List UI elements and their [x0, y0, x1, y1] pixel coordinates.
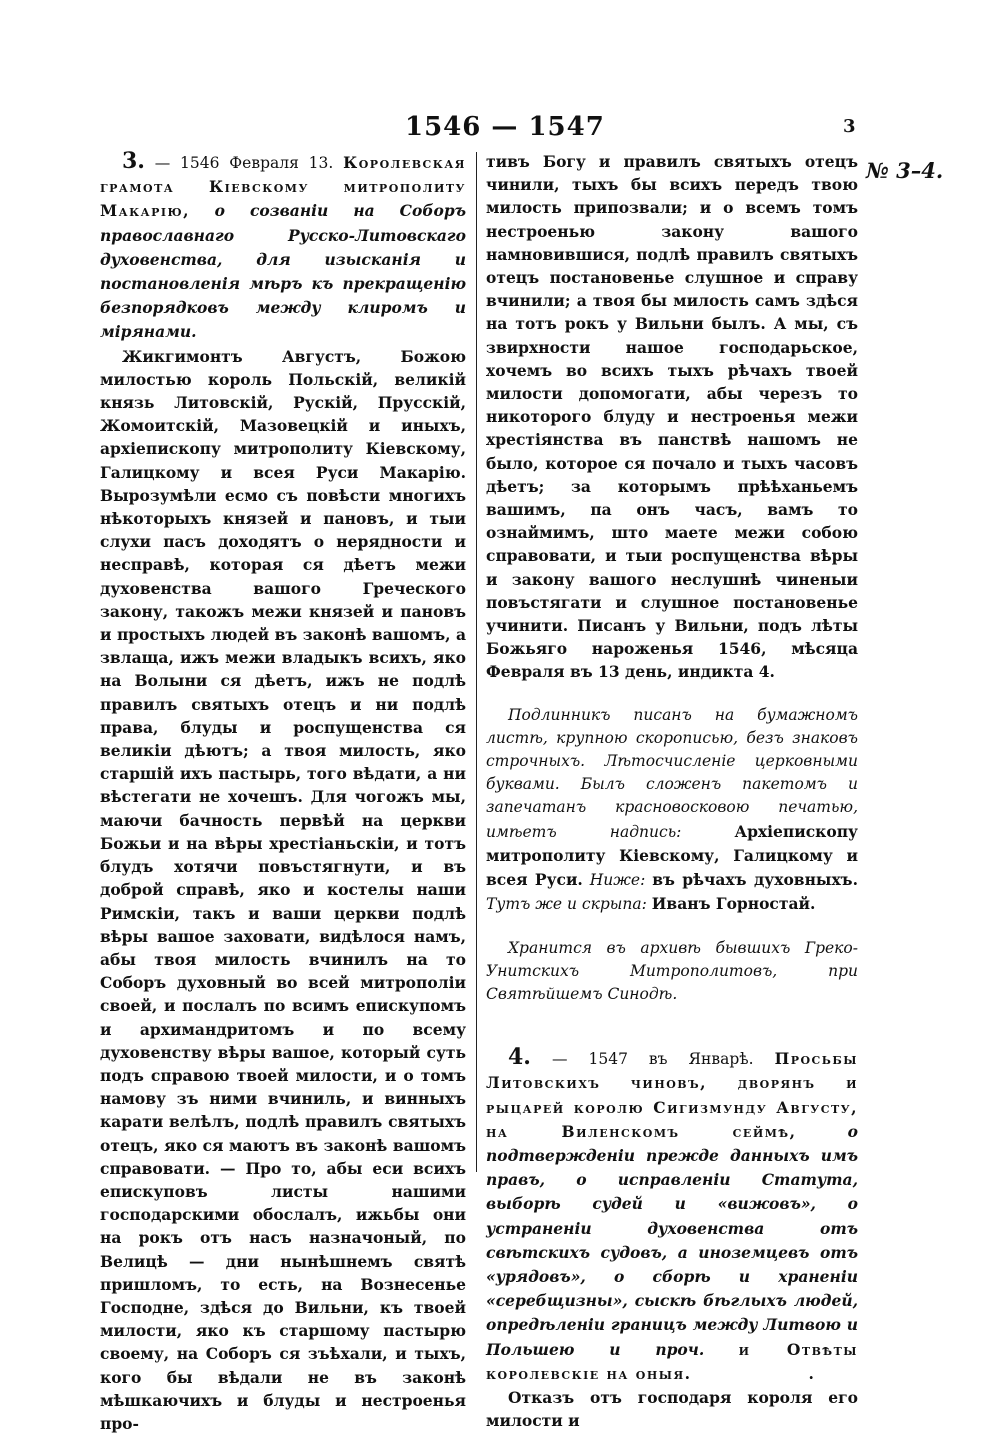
- note-description: Подлинникъ писанъ на бумажномъ листѣ, крупною скорописью, безъ знаковъ строчныхъ. Лѣтосчисленіе церковными буквами. Былъ сложенъ пакетомъ и запечатанъ красновосковою печатью, имѣетъ надпись:: [486, 705, 858, 841]
- doc4-summary: о подтвержденіи прежде данныхъ имъ правъ, о исправленіи Статута, выборѣ судей и «вижовъ», о устраненіи духовенства отъ свѣтскихъ судовъ, а иноземцевъ отъ «урядовъ», о сборѣ и храненіи «серебщизны», сыскѣ бѣглыхъ людей, опредѣленіи границъ между Литвою и Польшею и проч.: [486, 1121, 858, 1359]
- margin-document-range: № 3–4.: [866, 158, 944, 183]
- right-column: [486, 150, 858, 1432]
- doc4-number: 4.: [508, 1044, 531, 1071]
- spacer: [486, 917, 858, 937]
- note-signature-label: Тутъ же и скрыпа:: [486, 895, 647, 914]
- doc3-heading: Королевская грамота Кіевскому митрополиту Макарію,: [100, 153, 466, 221]
- note-inscription: Архіепископу митрополиту Кіевскому, Галицкому и всея Руси.: [486, 821, 858, 890]
- note-below-text: въ рѣчахъ духовныхъ.: [652, 870, 858, 890]
- doc4-answer: и Отвѣты королевскіе на оныя.: [486, 1339, 858, 1383]
- note-signature-name: Иванъ Горностай.: [651, 894, 816, 914]
- doc3-body-left: Жикгимонтъ Августъ, Божою милостью король Польскій, великій князь Литовскій, Рускій, Прусскій, Жомоитскій, Мазовецкій и иныхъ, архіепископу митрополиту Кіевскому, Галицкому и всея Руси Макарію. Вырозумѣли есмо съ повѣсти многихъ нѣкоторыхъ князей и пановъ, и тыи слухи пасъ доходятъ о нерядности и несправѣ, которая ся дѣетъ межи духовенства вашого Греческого закону, такожъ межи князей и пановъ и простыхъ людей въ законѣ вашомъ, а звлаща, ижъ межи владыкъ всихъ, яко на Волыни ся дѣетъ, ижъ не подлѣ правилъ святыхъ отецъ и ни подлѣ права, блуды и роспущенства ся великіи дѣютъ; а твоя милость, яко старшій ихъ пастырь, того вѣдати, а ни вѣстегати не хочешъ. Для чогожъ мы, маючи бачность первѣй на церкви Божьи и на вѣры хрестіаньскіи, и тотъ блудъ хотячи повъстягнути, и въ доброй справѣ, яко и костелы наши Римскіи, такъ и ваши церкви подлѣ вѣры вашое заховати, видѣлося намъ, абы твоя милость вчинилъ на то Соборъ духовный во всей митрополіи своей, и послалъ по всимъ епискупомъ и архимандритомъ и по всему духовенству вѣры вашое, который суть подъ справою твоей милости, и о томъ намову зъ ними вчиниль, и винныхъ карати велѣлъ, подлѣ правилъ святыхъ отецъ, яко ся маютъ въ законѣ вашомъ справовати. — Про то, абы еси всихъ епискуповъ листы нашими господарскими обослалъ, ижьбы они на рокъ отъ насъ назначоный, по Велицѣ — дни нынѣшнемъ святѣ пришломъ, то есть, на Вознесенье Господне, здѣся до Вильни, къ твоей милости, яко къ старшому пастырю своему, на Соборъ ся зъѣхали, и тыхъ, кого бы вѣдали не въ законѣ мѣшкаючихъ и блуды и нестроенья про-: [100, 346, 466, 1433]
- left-column: [100, 150, 466, 1435]
- doc3-body-right: тивъ Богу и правилъ святыхъ отецъ чинили, тыхъ бы всихъ передъ твою милость припозвали; и о всемъ томъ нестроенью закону вашого намновившися, подлѣ правилъ святыхъ отецъ постановенье слушное и справу вчинили; а твоя бы милость самъ здѣся на тотъ рокъ у Вильни былъ. А мы, съ звирхности нашое господарьское, хочемъ во всихъ тыхъ рѣчахъ твоей милости допомогати, абы черезъ то никоторого блуду и нестроенья межи хрестіянства въ панствѣ нашомъ не было, которое ся почало и тыхъ часовъ дѣетъ; за которымъ прѣѣханьемъ вашимъ, па онъ часъ, вамъ то ознаймимъ, што маете межи собою справовати, и тыи роспущенства вѣры и закону вашого неслушнѣ чиненыи повъстягати и слушное постановенье учинити. Писанъ у Вильни, подъ лѣты Божьяго нароженья 1546, мѣсяца Февраля въ 13 день, индикта 4.: [486, 152, 858, 682]
- doc3-date: — 1546 Февраля 13.: [154, 154, 334, 172]
- stray-dot: .: [808, 1363, 814, 1383]
- column-divider: [476, 152, 477, 1172]
- doc4-title: [486, 1046, 858, 1386]
- doc3-number: 3.: [122, 148, 145, 174]
- page-header: [0, 112, 1000, 152]
- note-below-label: Ниже:: [589, 871, 646, 890]
- doc4-date: — 1547 въ Январѣ.: [551, 1050, 754, 1069]
- doc4-heading: Просьбы Литовскихъ чиновъ, дворянъ и рыцарей королю Сигизмунду Августу, на Виленскомъ сеймѣ,: [486, 1049, 859, 1141]
- doc3-original-note: [486, 704, 858, 917]
- page-number: 3: [843, 116, 856, 137]
- doc3-archive-note: Хранится въ архивѣ бывшихъ Греко-Унитскихъ Митрополитовъ, при Святѣйшемъ Синодѣ.: [486, 938, 858, 1003]
- doc3-title: [100, 150, 466, 345]
- spacer: [486, 684, 858, 704]
- doc4-first-line: Отказъ отъ господаря короля его милости и: [486, 1387, 858, 1431]
- doc3-summary: о созваніи на Соборъ православнаго Русско-Литовскаго духовенства, для изысканія и постановленія мѣръ къ прекращенію безпорядковъ между клиромъ и мірянами.: [100, 201, 466, 342]
- spacer: [486, 1006, 858, 1046]
- header-years: 1546 — 1547: [405, 112, 605, 142]
